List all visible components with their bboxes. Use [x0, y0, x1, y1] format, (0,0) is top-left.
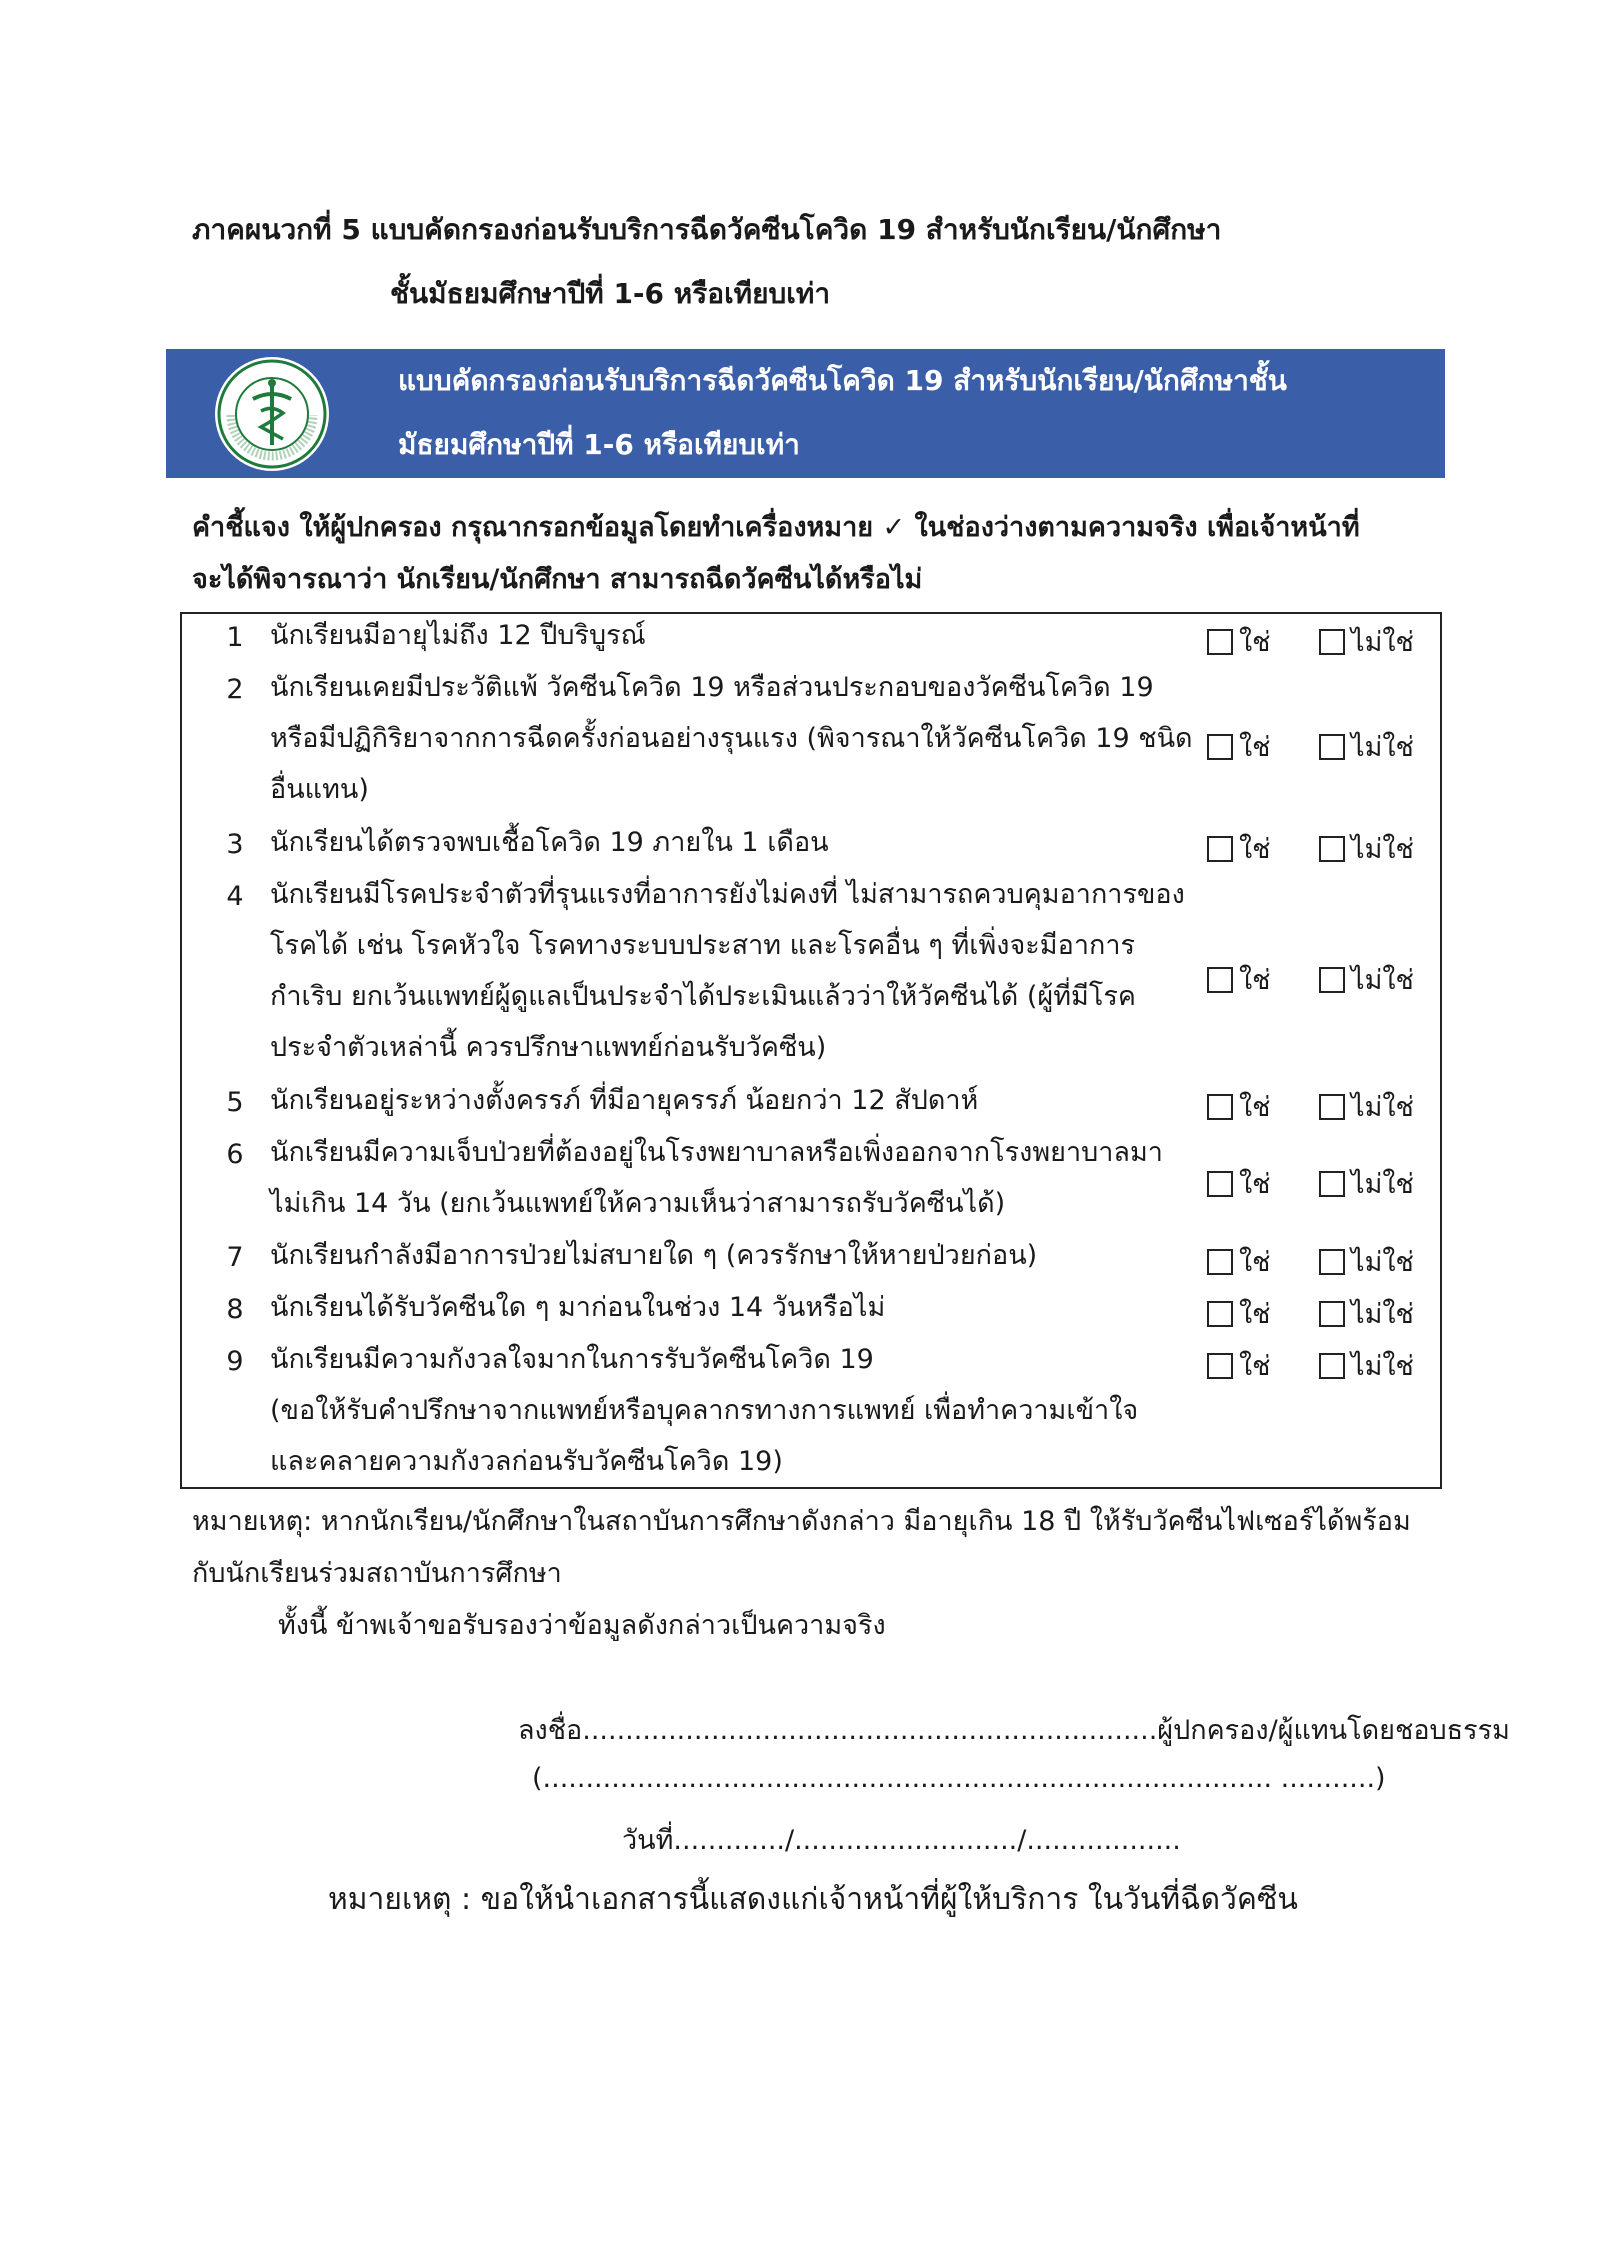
questions-table: [180, 612, 1442, 1489]
option-label-yes: ใช่: [1239, 1351, 1271, 1382]
question-text-line: นักเรียนได้ตรวจพบเชื้อโควิด 19 ภายใน 1 เดือน: [270, 827, 829, 858]
question-text-line: นักเรียนมีความกังวลใจมากในการรับวัคซีนโควิด 19: [270, 1344, 874, 1375]
option-label-yes: ใช่: [1239, 834, 1271, 865]
note-line1: หมายเหตุ: หากนักเรียน/นักศึกษาในสถาบันการศึกษาดังกล่าว มีอายุเกิน 18 ปี ให้รับวัคซีนไฟเซอร์ได้พร้อม: [192, 1506, 1411, 1537]
question-5-no-option[interactable]: [1319, 1085, 1414, 1128]
signature-line[interactable]: ลงชื่อ...................................................................ผู้ปกครอง/ผู้แทนโดยชอบธรรม: [518, 1715, 1510, 1746]
option-label-yes: ใช่: [1239, 1092, 1271, 1123]
question-number: 1: [226, 622, 244, 653]
instructions-line1: [192, 502, 1422, 554]
question-4-no-option[interactable]: [1319, 958, 1414, 1001]
instructions: [192, 502, 1422, 606]
final-note: หมายเหตุ : ขอให้นำเอกสารนี้แสดงแก่เจ้าหน้าที่ผู้ให้บริการ ในวันที่ฉีดวัคซีน: [328, 1882, 1298, 1917]
form-header-title: [398, 349, 1428, 477]
form-header-line1: แบบคัดกรองก่อนรับบริการฉีดวัคซีนโควิด 19 สำหรับนักเรียน/นักศึกษาชั้น: [398, 364, 1287, 397]
checkbox-yes[interactable]: [1207, 1249, 1233, 1275]
question-text: [270, 662, 1193, 815]
option-label-no: ไม่ใช่: [1351, 1299, 1414, 1330]
appendix-title-line2: ชั้นมัธยมศึกษาปีที่ 1-6 หรือเทียบเท่า: [390, 277, 831, 310]
question-number: 2: [226, 674, 244, 705]
instructions-text-after: ในช่องว่างตามความจริง เพื่อเจ้าหน้าที่: [914, 512, 1360, 543]
question-6-no-option[interactable]: [1319, 1162, 1414, 1205]
question-number: 8: [226, 1294, 244, 1325]
note-line2: กับนักเรียนร่วมสถาบันการศึกษา: [192, 1558, 562, 1589]
option-label-no: ไม่ใช่: [1351, 834, 1414, 865]
question-8-yes-option[interactable]: [1207, 1292, 1271, 1335]
option-label-no: ไม่ใช่: [1351, 732, 1414, 763]
checkbox-no[interactable]: [1319, 629, 1345, 655]
question-1-no-option[interactable]: [1319, 620, 1414, 663]
appendix-title: [192, 198, 1392, 326]
checkbox-yes[interactable]: [1207, 836, 1233, 862]
question-6-yes-option[interactable]: [1207, 1162, 1271, 1205]
checkbox-no[interactable]: [1319, 1353, 1345, 1379]
checkbox-yes[interactable]: [1207, 1353, 1233, 1379]
question-number: 7: [226, 1242, 244, 1273]
question-text-line: นักเรียนมีโรคประจำตัวที่รุนแรงที่อาการยังไม่คงที่ ไม่สามารถควบคุมอาการของ: [270, 879, 1185, 910]
checkbox-no[interactable]: [1319, 836, 1345, 862]
option-label-no: ไม่ใช่: [1351, 1169, 1414, 1200]
option-label-yes: ใช่: [1239, 965, 1271, 996]
certification-statement: ทั้งนี้ ข้าพเจ้าขอรับรองว่าข้อมูลดังกล่าวเป็นความจริง: [278, 1610, 886, 1641]
question-9-yes-option[interactable]: [1207, 1344, 1271, 1387]
checkbox-yes[interactable]: [1207, 1301, 1233, 1327]
checkbox-yes[interactable]: [1207, 1171, 1233, 1197]
question-text: [270, 869, 1185, 1073]
question-5-yes-option[interactable]: [1207, 1085, 1271, 1128]
option-label-no: ไม่ใช่: [1351, 965, 1414, 996]
question-text-line: นักเรียนอยู่ระหว่างตั้งครรภ์ ที่มีอายุครรภ์ น้อยกว่า 12 สัปดาห์: [270, 1085, 979, 1116]
question-text-line: นักเรียนเคยมีประวัติแพ้ วัคซีนโควิด 19 หรือส่วนประกอบของวัคซีนโควิด 19: [270, 672, 1154, 703]
instructions-line2: จะได้พิจารณาว่า นักเรียน/นักศึกษา สามารถฉีดวัคซีนได้หรือไม่: [192, 564, 923, 595]
instructions-text-before: คำชี้แจง ให้ผู้ปกครอง กรุณากรอกข้อมูลโดยทำเครื่องหมาย: [192, 512, 874, 543]
checkbox-no[interactable]: [1319, 967, 1345, 993]
question-8-no-option[interactable]: [1319, 1292, 1414, 1335]
question-text: [270, 1334, 1170, 1487]
question-text-line: กำเริบ ยกเว้นแพทย์ผู้ดูแลเป็นประจำได้ประเมินแล้วว่าให้วัคซีนได้ (ผู้ที่มีโรค: [270, 981, 1136, 1012]
checkbox-no[interactable]: [1319, 1301, 1345, 1327]
checkbox-yes[interactable]: [1207, 1094, 1233, 1120]
option-label-yes: ใช่: [1239, 1169, 1271, 1200]
note-section: [192, 1496, 1442, 1652]
question-text-line: นักเรียนกำลังมีอาการป่วยไม่สบายใด ๆ (ควรรักษาให้หายป่วยก่อน): [270, 1240, 1038, 1271]
question-text-line: โรคได้ เช่น โรคหัวใจ โรคทางระบบประสาท และโรคอื่น ๆ ที่เพิ่งจะมีอาการ: [270, 930, 1135, 961]
question-text: [270, 610, 1170, 661]
question-3-yes-option[interactable]: [1207, 827, 1271, 870]
question-text: [270, 1075, 1170, 1126]
question-text-line: นักเรียนมีความเจ็บป่วยที่ต้องอยู่ในโรงพยาบาลหรือเพิ่งออกจากโรงพยาบาลมา: [270, 1137, 1163, 1168]
question-number: 5: [226, 1087, 244, 1118]
checkbox-yes[interactable]: [1207, 734, 1233, 760]
checkbox-no[interactable]: [1319, 1171, 1345, 1197]
question-3-no-option[interactable]: [1319, 827, 1414, 870]
question-text-line: ไม่เกิน 14 วัน (ยกเว้นแพทย์ให้ความเห็นว่าสามารถรับวัคซีนได้): [270, 1188, 1006, 1219]
option-label-no: ไม่ใช่: [1351, 1351, 1414, 1382]
question-1-yes-option[interactable]: [1207, 620, 1271, 663]
option-label-yes: ใช่: [1239, 627, 1271, 658]
question-text-line: นักเรียนได้รับวัคซีนใด ๆ มาก่อนในช่วง 14 วันหรือไม่: [270, 1292, 886, 1323]
option-label-no: ไม่ใช่: [1351, 627, 1414, 658]
question-text: [270, 1127, 1170, 1229]
question-text-line: และคลายความกังวลก่อนรับวัคซีนโควิด 19): [270, 1446, 783, 1477]
question-7-yes-option[interactable]: [1207, 1240, 1271, 1283]
option-label-yes: ใช่: [1239, 732, 1271, 763]
question-7-no-option[interactable]: [1319, 1240, 1414, 1283]
question-text: [270, 817, 1170, 868]
question-text-line: นักเรียนมีอายุไม่ถึง 12 ปีบริบูรณ์: [270, 620, 646, 651]
question-number: 9: [226, 1346, 244, 1377]
printed-name-line[interactable]: (..................................................................................... ...........): [532, 1763, 1386, 1794]
question-text: [270, 1230, 1170, 1281]
check-icon: ✓: [882, 512, 906, 543]
date-line[interactable]: วันที่............./........................../..................: [622, 1825, 1181, 1856]
question-2-yes-option[interactable]: [1207, 725, 1271, 768]
checkbox-yes[interactable]: [1207, 629, 1233, 655]
question-text-line: หรือมีปฏิกิริยาจากการฉีดครั้งก่อนอย่างรุนแรง (พิจารณาให้วัคซีนโควิด 19 ชนิด: [270, 723, 1193, 754]
question-9-no-option[interactable]: [1319, 1344, 1414, 1387]
checkbox-yes[interactable]: [1207, 967, 1233, 993]
option-label-no: ไม่ใช่: [1351, 1092, 1414, 1123]
checkbox-no[interactable]: [1319, 1094, 1345, 1120]
question-text: [270, 1282, 1170, 1333]
question-text-line: ประจำตัวเหล่านี้ ควรปรึกษาแพทย์ก่อนรับวัคซีน): [270, 1032, 827, 1063]
option-label-no: ไม่ใช่: [1351, 1247, 1414, 1278]
question-number: 4: [226, 881, 244, 912]
checkbox-no[interactable]: [1319, 1249, 1345, 1275]
appendix-title-line1: ภาคผนวกที่ 5 แบบคัดกรองก่อนรับบริการฉีดวัคซีนโควิด 19 สำหรับนักเรียน/นักศึกษา: [192, 213, 1222, 246]
question-number: 6: [226, 1139, 244, 1170]
ministry-logo: [213, 355, 331, 473]
question-number: 3: [226, 829, 244, 860]
question-text-line: อื่นแทน): [270, 774, 369, 805]
question-4-yes-option[interactable]: [1207, 958, 1271, 1001]
option-label-yes: ใช่: [1239, 1299, 1271, 1330]
question-2-no-option[interactable]: [1319, 725, 1414, 768]
option-label-yes: ใช่: [1239, 1247, 1271, 1278]
checkbox-no[interactable]: [1319, 734, 1345, 760]
form-header-line2: มัธยมศึกษาปีที่ 1-6 หรือเทียบเท่า: [398, 428, 800, 461]
question-text-line: (ขอให้รับคำปรึกษาจากแพทย์หรือบุคลากรทางการแพทย์ เพื่อทำความเข้าใจ: [270, 1395, 1139, 1426]
